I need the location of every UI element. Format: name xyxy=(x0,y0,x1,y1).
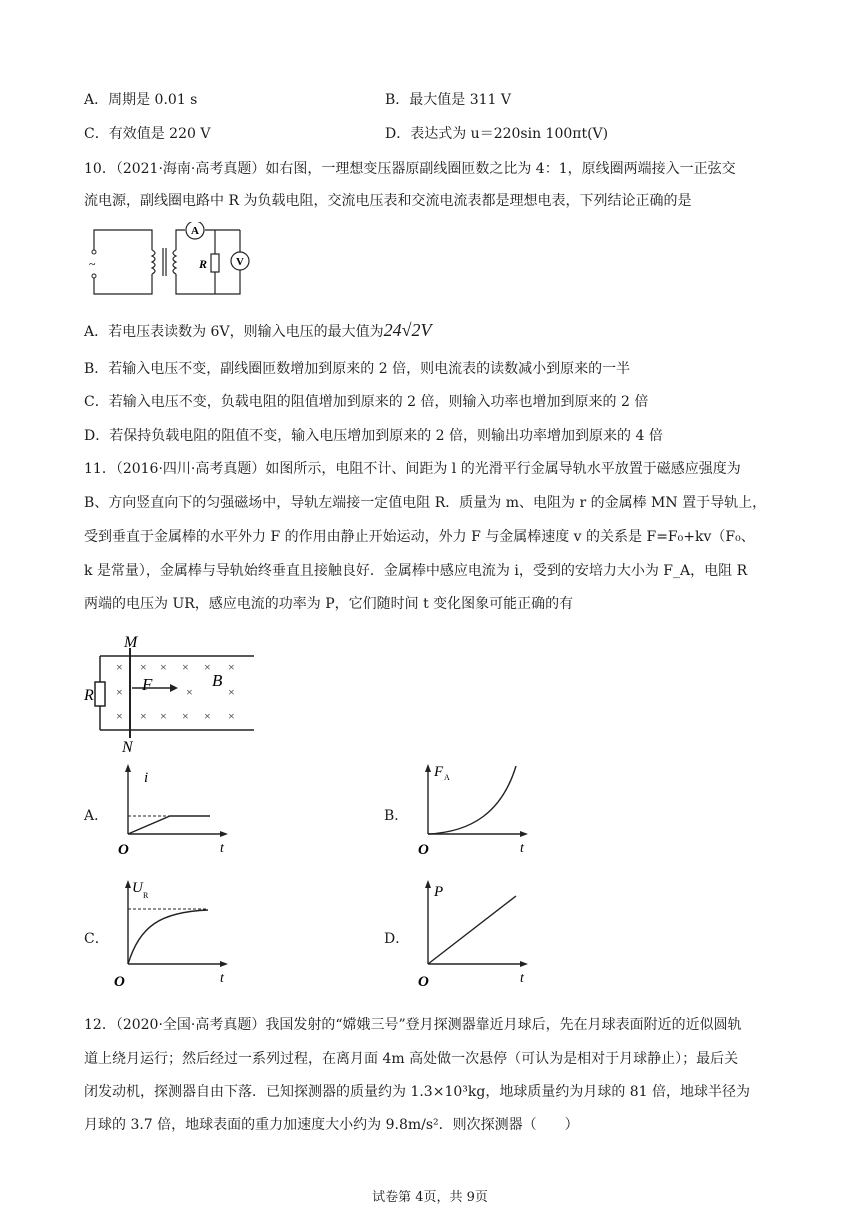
graph-b-x-label: t xyxy=(520,841,524,856)
graph-d-x-label: t xyxy=(520,971,524,986)
q11-stem-line5: 两端的电压为 UR，感应电流的功率为 P，它们随时间 t 变化图象可能正确的有 xyxy=(84,596,574,612)
graph-a-label: A． xyxy=(84,808,109,824)
svg-text:×: × xyxy=(228,709,235,723)
svg-text:×: × xyxy=(116,685,123,699)
graph-a-x-label: t xyxy=(220,841,224,856)
svg-text:×: × xyxy=(116,709,123,723)
q11-stem-line3: 受到垂直于金属棒的水平外力 F 的作用由静止开始运动，外力 F 与金属棒速度 v 的关系是 F=F₀+kv（F₀、 xyxy=(84,529,755,545)
svg-text:×: × xyxy=(204,709,211,723)
graph-c-ur-vs-t xyxy=(112,876,242,988)
q10-option-d: D．若保持负载电阻的阻值不变，输入电压增加到原来的 2 倍，则输出功率增加到原来的 4 倍 xyxy=(84,428,663,444)
q10-option-c: C．若输入电压不变，负载电阻的阻值增加到原来的 2 倍，则输入功率也增加到原来的 2 倍 xyxy=(84,394,649,410)
svg-text:×: × xyxy=(160,709,167,723)
svg-text:×: × xyxy=(116,660,123,674)
graph-a-origin: O xyxy=(118,842,129,858)
rod-end-n-label: N xyxy=(122,739,133,754)
magnetic-field-crosses xyxy=(116,660,235,723)
graph-b-y-label: F xyxy=(434,764,444,780)
ammeter-label: A xyxy=(191,225,199,237)
q9-option-a: A．周期是 0.01 s xyxy=(84,92,198,108)
rod-end-m-label: M xyxy=(124,634,138,651)
graph-d-origin: O xyxy=(418,974,429,988)
graph-a-i-vs-t xyxy=(112,760,242,860)
page-footer: 试卷第 4页，共 9页 xyxy=(372,1190,488,1205)
q9-option-b: B．最大值是 311 V xyxy=(385,92,512,108)
svg-text:×: × xyxy=(160,660,167,674)
graph-c-label: C． xyxy=(84,931,109,947)
q12-stem-line3: 闭发动机，探测器自由下落．已知探测器的质量约为 1.3×10³kg，地球质量约为月球的 81 倍，地球半径为 xyxy=(84,1084,751,1100)
q9-option-c: C．有效值是 220 V xyxy=(84,126,211,142)
graph-b-y-subscript: A xyxy=(444,773,450,782)
graph-b-fa-vs-t xyxy=(412,760,542,860)
field-b-label: B xyxy=(212,671,223,690)
q10-option-b: B．若输入电压不变，副线圈匝数增加到原来的 2 倍，则电流表的读数减小到原来的一半 xyxy=(84,361,631,377)
svg-text:×: × xyxy=(140,660,147,674)
q10-stem-line1: 10．（2021·海南·高考真题）如右图，一理想变压器原副线圈匝数之比为 4：1，原线圈两端接入一正弦交 xyxy=(84,161,736,177)
q10-stem-line2: 流电源，副线圈电路中 R 为负载电阻，交流电压表和交流电流表都是理想电表，下列结论正确的是 xyxy=(84,193,692,209)
svg-text:×: × xyxy=(228,685,235,699)
resistor-r-label: R xyxy=(84,687,94,704)
svg-text:×: × xyxy=(182,660,189,674)
graph-d-p-vs-t xyxy=(412,876,542,988)
svg-text:×: × xyxy=(228,660,235,674)
graph-c-y-label: U xyxy=(132,880,143,896)
voltmeter-label: V xyxy=(236,256,244,268)
svg-text:×: × xyxy=(186,685,193,699)
q12-stem-line1: 12．（2020·全国·高考真题）我国发射的“嫦娥三号”登月探测器靠近月球后，先在月球表面附近的近似圆轨 xyxy=(84,1017,742,1033)
q10-option-a-math: 24√2V xyxy=(383,320,432,340)
force-f-label: F xyxy=(142,675,153,694)
graph-b-origin: O xyxy=(418,842,429,858)
resistor-label: R xyxy=(199,257,208,271)
q12-stem-line2: 道上绕月运行；然后经过一系列过程，在离月面 4m 高处做一次悬停（可认为是相对于月球静止）；最后关 xyxy=(84,1051,739,1067)
q12-stem-line4: 月球的 3.7 倍，地球表面的重力加速度大小约为 9.8m/s²．则次探测器（ ） xyxy=(84,1117,579,1133)
graph-d-y-label: P xyxy=(434,884,444,900)
transformer-circuit-figure xyxy=(84,222,256,300)
graph-b-label: B． xyxy=(384,808,409,824)
q11-stem-line2: B、方向竖直向下的匀强磁场中，导轨左端接一定值电阻 R．质量为 m、电阻为 r 的金属棒 MN 置于导轨上， xyxy=(84,495,767,511)
graph-c-x-label: t xyxy=(220,971,224,986)
graph-c-y-subscript: R xyxy=(143,891,149,900)
q10-option-a xyxy=(84,320,431,342)
svg-text:×: × xyxy=(140,709,147,723)
q10-option-a-text: A．若电压表读数为 6V，则输入电压的最大值为 xyxy=(84,324,384,340)
graph-d-label: D． xyxy=(384,931,410,947)
q11-stem-line1: 11．（2016·四川·高考真题）如图所示，电阻不计、间距为 l 的光滑平行金属导轨水平放置于磁感应强度为 xyxy=(84,461,741,477)
graph-a-y-label: i xyxy=(144,770,149,786)
rail-magnetic-field-figure xyxy=(82,634,262,754)
q9-option-d: D．表达式为 u＝220sin 100πt(V) xyxy=(385,126,609,142)
svg-text:×: × xyxy=(204,660,211,674)
q11-stem-line4: k 是常量），金属棒与导轨始终垂直且接触良好．金属棒中感应电流为 i，受到的安培力大小为 F_A，电阻 R xyxy=(84,563,748,579)
ac-source-symbol: ~ xyxy=(89,257,96,271)
graph-c-origin: O xyxy=(114,974,125,988)
svg-text:×: × xyxy=(182,709,189,723)
